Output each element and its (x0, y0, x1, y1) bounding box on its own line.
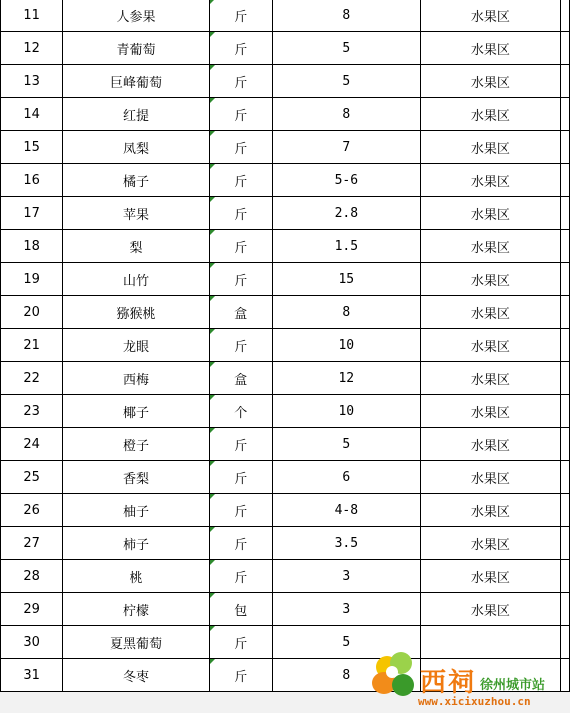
unit-cell[interactable] (209, 197, 272, 230)
unit-label: 盒 (234, 372, 248, 388)
area-cell[interactable]: 水果区 (420, 494, 560, 527)
item-name-cell[interactable]: 猕猴桃 (63, 296, 209, 329)
table-row (1, 263, 570, 296)
table-row (1, 395, 570, 428)
row-number-cell[interactable]: 28 (1, 560, 63, 593)
unit-cell[interactable] (209, 65, 272, 98)
item-name-cell[interactable]: 龙眼 (63, 329, 209, 362)
area-cell[interactable] (420, 626, 560, 659)
item-name-cell[interactable]: 巨峰葡萄 (63, 65, 209, 98)
spill-cell[interactable] (561, 428, 570, 461)
comment-marker (210, 659, 215, 664)
comment-marker (210, 593, 215, 598)
comment-marker (210, 263, 215, 268)
unit-cell[interactable] (209, 659, 272, 692)
row-number-cell[interactable]: 25 (1, 461, 63, 494)
spill-cell[interactable] (561, 65, 570, 98)
spill-cell[interactable] (561, 263, 570, 296)
row-number-cell[interactable]: 27 (1, 527, 63, 560)
row-number-cell[interactable]: 29 (1, 593, 63, 626)
unit-cell[interactable] (209, 230, 272, 263)
comment-marker (210, 428, 215, 433)
table-row (1, 593, 570, 626)
comment-marker (210, 131, 215, 136)
price-cell[interactable]: 2.8 (272, 197, 420, 230)
unit-cell[interactable] (209, 527, 272, 560)
row-number-cell[interactable]: 19 (1, 263, 63, 296)
item-name-cell[interactable]: 桃 (63, 560, 209, 593)
unit-label: 斤 (234, 570, 248, 586)
area-cell[interactable]: 水果区 (420, 461, 560, 494)
table-row (1, 65, 570, 98)
table-row (1, 164, 570, 197)
comment-marker (210, 164, 215, 169)
item-name-cell[interactable]: 苹果 (63, 197, 209, 230)
area-cell[interactable]: 水果区 (420, 296, 560, 329)
comment-marker (210, 197, 215, 202)
row-number-cell[interactable]: 14 (1, 98, 63, 131)
unit-cell[interactable] (209, 131, 272, 164)
unit-label: 盒 (234, 306, 248, 322)
row-number-cell[interactable]: 24 (1, 428, 63, 461)
price-cell[interactable]: 8 (272, 0, 420, 32)
area-cell[interactable]: 水果区 (420, 527, 560, 560)
price-cell[interactable]: 5 (272, 626, 420, 659)
row-number-cell[interactable]: 23 (1, 395, 63, 428)
price-cell[interactable]: 8 (272, 659, 420, 692)
unit-cell[interactable] (209, 461, 272, 494)
unit-label: 斤 (234, 75, 248, 91)
unit-cell[interactable] (209, 164, 272, 197)
area-cell[interactable]: 水果区 (420, 98, 560, 131)
area-cell[interactable]: 水果区 (420, 197, 560, 230)
price-cell[interactable]: 7 (272, 131, 420, 164)
unit-label: 包 (234, 603, 248, 619)
unit-label: 斤 (234, 438, 248, 454)
item-name-cell[interactable]: 青葡萄 (63, 32, 209, 65)
spill-cell[interactable] (561, 0, 570, 32)
price-cell[interactable]: 8 (272, 98, 420, 131)
table-row (1, 527, 570, 560)
table-row (1, 0, 570, 32)
watermark-url: www.xicixuzhou.cn (418, 695, 531, 708)
item-name-cell[interactable]: 夏黑葡萄 (63, 626, 209, 659)
area-cell[interactable]: 水果区 (420, 428, 560, 461)
unit-label: 斤 (234, 174, 248, 190)
unit-cell[interactable] (209, 263, 272, 296)
comment-marker (210, 362, 215, 367)
comment-marker (210, 98, 215, 103)
spill-cell[interactable] (561, 494, 570, 527)
unit-cell[interactable] (209, 560, 272, 593)
unit-cell[interactable] (209, 494, 272, 527)
area-cell[interactable]: 水果区 (420, 560, 560, 593)
table-row (1, 197, 570, 230)
area-cell[interactable]: 水果区 (420, 164, 560, 197)
price-cell[interactable]: 15 (272, 263, 420, 296)
area-cell[interactable]: 水果区 (420, 131, 560, 164)
price-cell[interactable]: 4-8 (272, 494, 420, 527)
item-name-cell[interactable]: 凤梨 (63, 131, 209, 164)
price-cell[interactable]: 3 (272, 593, 420, 626)
area-cell[interactable]: 水果区 (420, 593, 560, 626)
item-name-cell[interactable]: 柚子 (63, 494, 209, 527)
price-cell[interactable]: 5 (272, 65, 420, 98)
item-name-cell[interactable]: 橘子 (63, 164, 209, 197)
row-number-cell[interactable]: 16 (1, 164, 63, 197)
row-number-cell[interactable]: 21 (1, 329, 63, 362)
comment-marker (210, 65, 215, 70)
table-row (1, 98, 570, 131)
row-number-cell[interactable]: 30 (1, 626, 63, 659)
unit-cell[interactable] (209, 395, 272, 428)
spill-cell[interactable] (561, 362, 570, 395)
area-cell[interactable]: 水果区 (420, 362, 560, 395)
table-row (1, 32, 570, 65)
item-name-cell[interactable]: 人参果 (63, 0, 209, 32)
comment-marker (210, 494, 215, 499)
spill-cell[interactable] (561, 197, 570, 230)
comment-marker (210, 461, 215, 466)
unit-label: 个 (234, 405, 248, 421)
unit-label: 斤 (234, 207, 248, 223)
unit-cell[interactable] (209, 0, 272, 32)
row-number-cell[interactable]: 26 (1, 494, 63, 527)
area-cell[interactable]: 水果区 (420, 329, 560, 362)
row-number-cell[interactable]: 13 (1, 65, 63, 98)
unit-cell[interactable] (209, 626, 272, 659)
comment-marker (210, 329, 215, 334)
table-row (1, 296, 570, 329)
table-row (1, 494, 570, 527)
watermark-city: 徐州城市站 (480, 678, 546, 693)
table-row (1, 362, 570, 395)
item-name-cell[interactable]: 椰子 (63, 395, 209, 428)
spill-cell[interactable] (561, 626, 570, 659)
unit-label: 斤 (234, 471, 248, 487)
spill-cell[interactable] (561, 560, 570, 593)
unit-label: 斤 (234, 42, 248, 58)
unit-label: 斤 (234, 108, 248, 124)
unit-label: 斤 (234, 240, 248, 256)
table-row (1, 131, 570, 164)
table-row (1, 329, 570, 362)
item-name-cell[interactable]: 冬枣 (63, 659, 209, 692)
unit-cell[interactable] (209, 428, 272, 461)
table-row (1, 626, 570, 659)
row-number-cell[interactable]: 20 (1, 296, 63, 329)
unit-label: 斤 (234, 669, 248, 685)
row-number-cell[interactable]: 17 (1, 197, 63, 230)
area-cell[interactable]: 水果区 (420, 263, 560, 296)
spill-cell[interactable] (561, 98, 570, 131)
item-name-cell[interactable]: 柿子 (63, 527, 209, 560)
unit-label: 斤 (234, 9, 248, 25)
comment-marker (210, 626, 215, 631)
area-cell[interactable]: 水果区 (420, 65, 560, 98)
unit-cell[interactable] (209, 329, 272, 362)
item-name-cell[interactable]: 山竹 (63, 263, 209, 296)
item-name-cell[interactable]: 柠檬 (63, 593, 209, 626)
comment-marker (210, 296, 215, 301)
spill-cell[interactable] (561, 527, 570, 560)
price-cell[interactable]: 5-6 (272, 164, 420, 197)
table-row (1, 428, 570, 461)
spill-cell[interactable] (561, 329, 570, 362)
area-cell[interactable]: 水果区 (420, 395, 560, 428)
unit-cell[interactable] (209, 362, 272, 395)
unit-cell[interactable] (209, 32, 272, 65)
unit-cell[interactable] (209, 98, 272, 131)
unit-label: 斤 (234, 273, 248, 289)
spill-cell[interactable] (561, 230, 570, 263)
price-cell[interactable]: 3.5 (272, 527, 420, 560)
price-cell[interactable]: 1.5 (272, 230, 420, 263)
spill-cell[interactable] (561, 32, 570, 65)
price-cell[interactable]: 5 (272, 428, 420, 461)
spill-cell[interactable] (561, 395, 570, 428)
spill-cell[interactable] (561, 659, 570, 692)
price-table-body (1, 0, 570, 692)
item-name-cell[interactable]: 梨 (63, 230, 209, 263)
row-number-cell[interactable]: 18 (1, 230, 63, 263)
price-cell[interactable]: 3 (272, 560, 420, 593)
comment-marker (210, 0, 215, 4)
row-number-cell[interactable]: 31 (1, 659, 63, 692)
row-number-cell[interactable]: 11 (1, 0, 63, 32)
item-name-cell[interactable]: 红提 (63, 98, 209, 131)
table-row (1, 659, 570, 692)
comment-marker (210, 32, 215, 37)
area-cell[interactable]: 水果区 (420, 230, 560, 263)
item-name-cell[interactable]: 西梅 (63, 362, 209, 395)
price-cell[interactable]: 10 (272, 395, 420, 428)
spill-cell[interactable] (561, 461, 570, 494)
spill-cell[interactable] (561, 131, 570, 164)
unit-cell[interactable] (209, 296, 272, 329)
comment-marker (210, 230, 215, 235)
item-name-cell[interactable]: 香梨 (63, 461, 209, 494)
row-number-cell[interactable]: 15 (1, 131, 63, 164)
area-cell[interactable]: 水果区 (420, 0, 560, 32)
comment-marker (210, 560, 215, 565)
price-cell[interactable]: 10 (272, 329, 420, 362)
unit-label: 斤 (234, 339, 248, 355)
unit-label: 斤 (234, 537, 248, 553)
unit-label: 斤 (234, 636, 248, 652)
price-cell[interactable]: 6 (272, 461, 420, 494)
item-name-cell[interactable]: 橙子 (63, 428, 209, 461)
row-number-cell[interactable]: 22 (1, 362, 63, 395)
unit-label: 斤 (234, 504, 248, 520)
spill-cell[interactable] (561, 593, 570, 626)
table-row (1, 230, 570, 263)
unit-label: 斤 (234, 141, 248, 157)
price-cell[interactable]: 5 (272, 32, 420, 65)
area-cell[interactable] (420, 659, 560, 692)
spill-cell[interactable] (561, 296, 570, 329)
comment-marker (210, 527, 215, 532)
comment-marker (210, 395, 215, 400)
price-cell[interactable]: 12 (272, 362, 420, 395)
table-row (1, 461, 570, 494)
row-number-cell[interactable]: 12 (1, 32, 63, 65)
watermark-brand: 西祠 (420, 668, 477, 698)
area-cell[interactable]: 水果区 (420, 32, 560, 65)
spill-cell[interactable] (561, 164, 570, 197)
table-row (1, 560, 570, 593)
price-cell[interactable]: 8 (272, 296, 420, 329)
unit-cell[interactable] (209, 593, 272, 626)
